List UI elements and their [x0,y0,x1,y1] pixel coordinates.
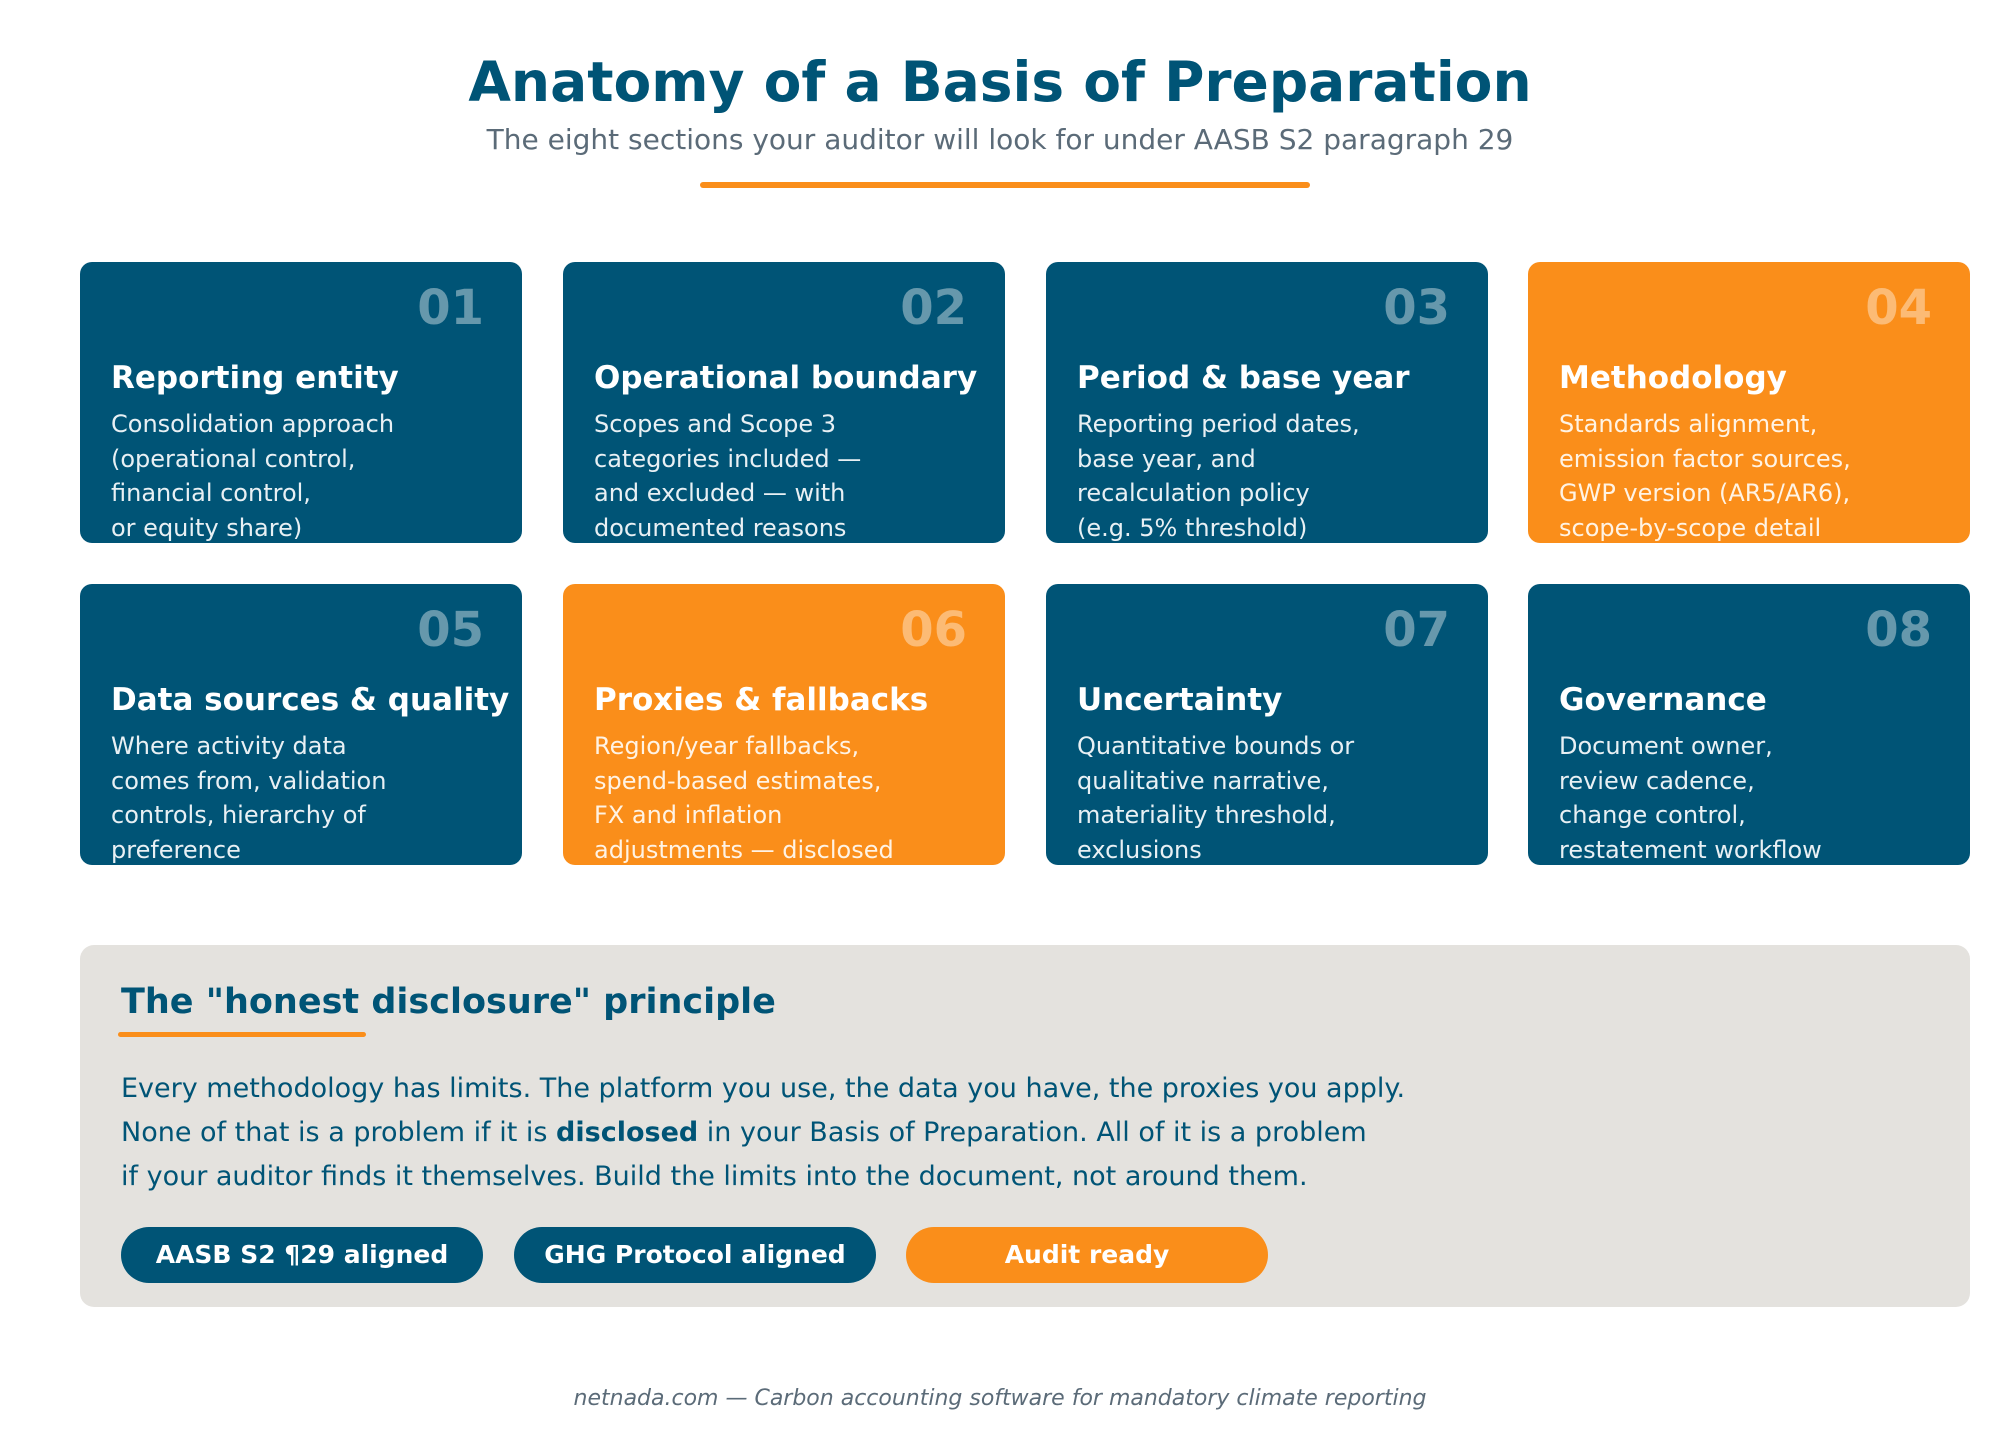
card-description-line: preference [111,835,241,864]
card-description-line: scope-by-scope detail [1559,513,1822,542]
card-description-line: materiality threshold, [1077,801,1336,829]
card-description-line: categories included — [594,444,862,473]
card-number: 08 [1865,602,1932,658]
card-title: Proxies & fallbacks [594,682,929,718]
card-description-line: comes from, validation [111,766,387,795]
card-number: 06 [900,602,967,658]
section-card-operational-boundary [563,262,1005,543]
principle-body-line: if your auditor finds it themselves. Build the limits into the document, not around them. [121,1161,1308,1192]
card-title: Data sources & quality [111,682,510,718]
card-description [1077,729,1472,865]
card-number: 03 [1383,280,1450,336]
card-number: 04 [1865,280,1932,336]
card-description-line: recalculation policy [1077,479,1310,507]
card-description-line: and excluded — with [594,479,846,507]
card-description-line: restatement workflow [1559,835,1822,864]
card-description-line: GWP version (AR5/AR6), [1559,479,1851,507]
card-description [594,729,989,865]
card-description-line: documented reasons [594,513,847,542]
card-description [111,729,506,865]
principle-body-line [121,1111,1921,1155]
card-description-line: FX and inflation [594,801,783,829]
card-description-line: (operational control, [111,444,356,473]
page-subtitle: The eight sections your auditor will look for under AASB S2 paragraph 29 [486,123,1514,156]
honest-disclosure-panel [80,945,1970,1307]
card-description-line: Standards alignment, [1559,410,1818,438]
card-description [1077,407,1472,543]
footer-credit: netnada.com — Carbon accounting software for mandatory climate reporting [573,1386,1427,1411]
card-number: 05 [417,602,484,658]
card-description-line: Scopes and Scope 3 [594,410,837,438]
card-description-line: review cadence, [1559,766,1755,795]
badge-ghg-protocol-aligned: GHG Protocol aligned [514,1227,876,1283]
card-number: 02 [900,280,967,336]
card-number: 07 [1383,602,1450,658]
badge-audit-ready: Audit ready [906,1227,1268,1283]
section-card-methodology [1528,262,1970,543]
card-description-line: change control, [1559,801,1746,829]
card-description [594,407,989,543]
card-description-line: spend-based estimates, [594,766,882,795]
badge-aasb-s2-aligned: AASB S2 ¶29 aligned [121,1227,483,1283]
principle-title: The "honest disclosure" principle [121,982,776,1022]
card-description-line: base year, and [1077,444,1256,473]
card-description-line: or equity share) [111,513,303,542]
section-card-period-base-year [1046,262,1488,543]
card-description [1559,407,1954,543]
principle-body-line: Every methodology has limits. The platform you use, the data you have, the proxies you apply. [121,1073,1406,1104]
card-description-line: Quantitative bounds or [1077,732,1355,760]
card-title: Methodology [1559,360,1787,396]
card-description-line: exclusions [1077,835,1202,864]
card-description-line: adjustments — disclosed [594,835,894,864]
card-description-line: controls, hierarchy of [111,801,366,829]
card-description-line: Reporting period dates, [1077,410,1360,438]
card-description-line: financial control, [111,479,311,507]
card-description-line: qualitative narrative, [1077,766,1329,795]
card-description-line: Consolidation approach [111,410,395,438]
card-title: Period & base year [1077,360,1410,396]
card-title: Reporting entity [111,360,399,396]
card-description [1559,729,1954,865]
card-description-line: Where activity data [111,732,347,760]
principle-title-underline [118,1032,366,1037]
section-card-governance [1528,584,1970,865]
card-description [111,407,506,543]
card-title: Governance [1559,682,1767,718]
card-description-line: emission factor sources, [1559,444,1851,473]
principle-body-emphasis: disclosed [556,1117,699,1148]
section-card-proxies-fallbacks [563,584,1005,865]
card-title: Operational boundary [594,360,978,396]
title-underline [700,182,1310,188]
principle-body [121,1067,1921,1199]
section-card-reporting-entity [80,262,522,543]
principle-body-text: in your Basis of Preparation. All of it is a problem [698,1117,1367,1148]
card-description-line: Document owner, [1559,732,1773,760]
card-description-line: Region/year fallbacks, [594,732,860,760]
page-title: Anatomy of a Basis of Preparation [468,50,1532,114]
section-card-uncertainty [1046,584,1488,865]
card-number: 01 [417,280,484,336]
card-title: Uncertainty [1077,682,1283,718]
principle-body-text: None of that is a problem if it is [121,1117,557,1148]
section-card-data-sources-quality [80,584,522,865]
card-description-line: (e.g. 5% threshold) [1077,513,1308,542]
